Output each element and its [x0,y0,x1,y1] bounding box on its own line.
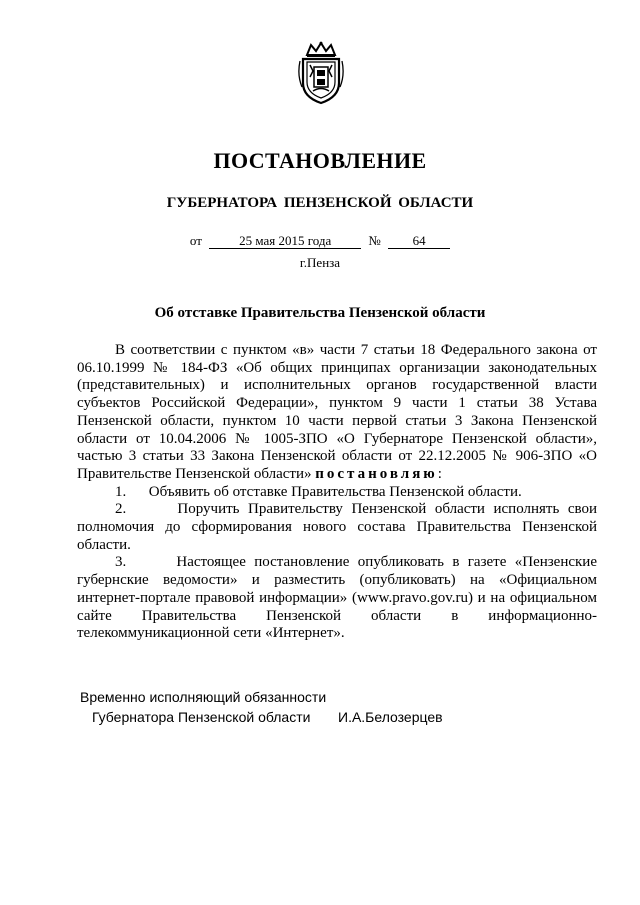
document-body [77,342,597,643]
signature-position-line1: Временно исполняющий обязанности [80,689,327,705]
document-title: ПОСТАНОВЛЕНИЕ [213,148,427,173]
preamble-paragraph [77,342,597,484]
list-item [77,501,597,554]
signature-name: И.А.Белозерцев [338,709,443,725]
document-subtitle: ГУБЕРНАТОРА ПЕНЗЕНСКОЙ ОБЛАСТИ [166,195,474,211]
penza-coat-of-arms-icon [297,41,345,105]
preamble-colon: : [437,465,442,482]
item-text: Настоящее постановление опубликовать в газете «Пензенские губернские ведомости» и разместить (опубликовать) на «Официальном интернет-портале правовой информации» (www.pravo.gov.ru) и на официальном сайте Правительства Пензенской области в информационно-телекоммуникационной сети «Интернет». [77,554,597,642]
document-number: 64 [388,234,450,249]
document-city: г.Пенза [299,255,341,270]
date-prefix: от [189,233,202,248]
list-item [77,484,597,502]
item-text: Поручить Правительству Пензенской области исполнять свои полномочия до сформирования нового состава Правительства Пензенской области. [77,501,597,553]
preamble-text: В соответствии с пунктом «в» части 7 статьи 18 Федерального закона от 06.10.1999 № 184-ФЗ «Об общих принципах организации законодательных (представительных) и исполнительных органов государственной власти субъектов Российской Федерации», пунктом 9 части 1 статьи 38 Устава Пензенской области, пунктом 10 части первой статьи 3 Закона Пензенской области от 10.04.2006 № 1005-ЗПО «О Губернаторе Пензенской области», частью 3 статьи 33 Закона Пензенской области от 22.12.2005 № 906-ЗПО «О Правительстве Пензенской области» [77,342,597,482]
item-number: 3. [115,554,127,571]
item-number: 2. [115,501,127,518]
document-heading: Об отставке Правительства Пензенской области [154,305,486,321]
date-number-line [0,233,640,249]
decree-word: постановляю [315,465,438,482]
list-item [77,554,597,643]
item-number: 1. [115,483,127,500]
signature-position-line2: Губернатора Пензенской области [92,709,311,725]
item-text: Объявить об отставке Правительства Пензенской области. [148,483,522,500]
document-date: 25 мая 2015 года [209,234,361,249]
number-sign: № [368,233,381,248]
